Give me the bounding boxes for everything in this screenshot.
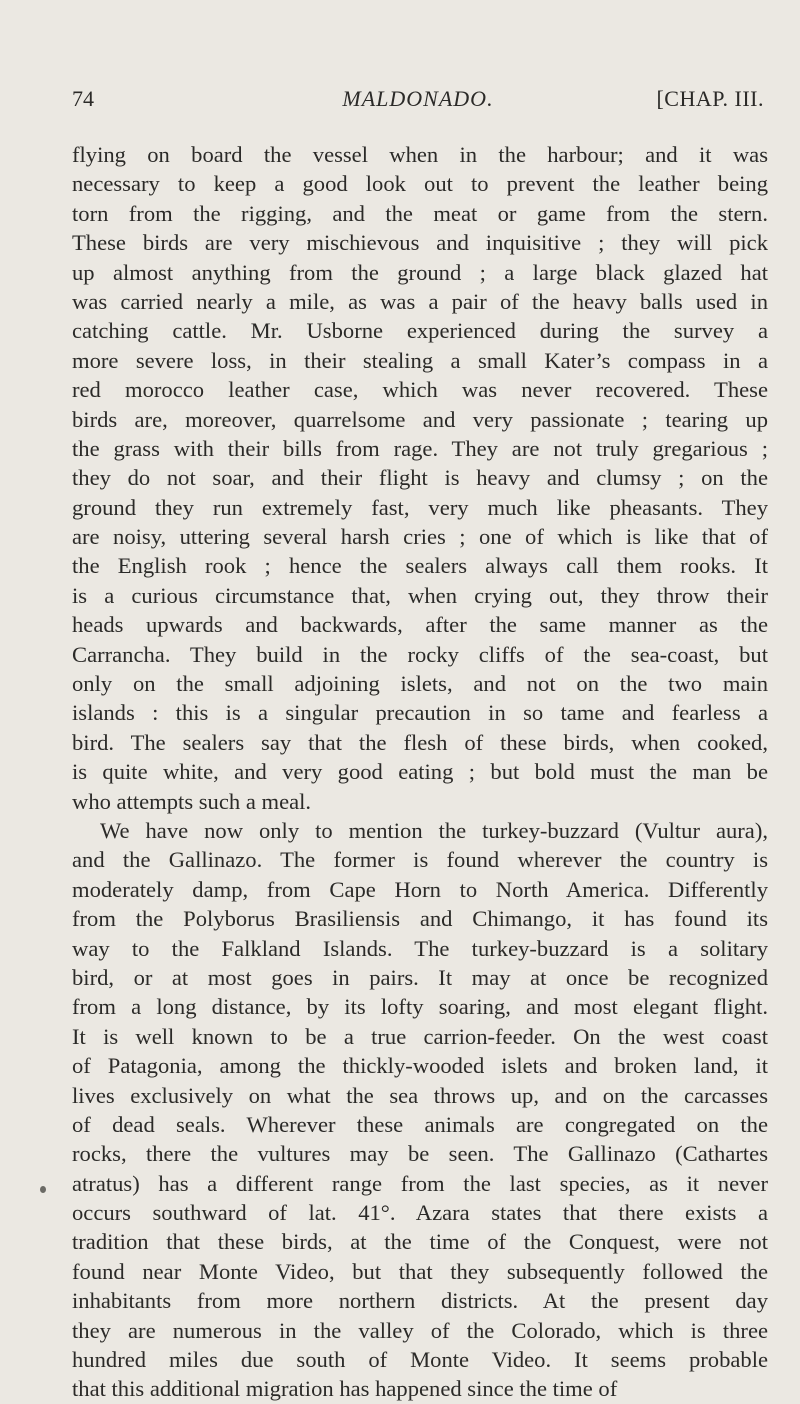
text-line: necessary to keep a good look out to prevent the leather being: [72, 171, 768, 197]
text-line: the grass with their bills from rage. They are not truly gregarious ;: [72, 435, 768, 461]
text-line: ground they run extremely fast, very much like pheasants. They: [72, 494, 768, 520]
text-line: flying on board the vessel when in the harbour; and it was: [72, 142, 768, 167]
text-line: moderately damp, from Cape Horn to North America. Differently: [72, 876, 768, 902]
text-line: who attempts such a meal.: [72, 788, 312, 814]
text-line: inhabitants from more northern districts. At the present day: [72, 1288, 768, 1314]
text-line: way to the Falkland Islands. The turkey-buzzard is a solitary: [72, 935, 768, 961]
text-line: of Patagonia, among the thickly-wooded islets and broken land, it: [72, 1053, 768, 1079]
text-line: they do not soar, and their flight is heavy and clumsy ; on the: [72, 465, 768, 491]
text-line: atratus) has a different range from the last species, as it never: [72, 1170, 768, 1196]
text-line: are noisy, uttering several harsh cries ; one of which is like that of: [72, 524, 768, 550]
text-line: hundred miles due south of Monte Video. It seems probable: [72, 1347, 768, 1373]
running-title: MALDONADO.: [342, 86, 494, 111]
chapter-label: [CHAP. III.: [656, 86, 764, 111]
text-line: occurs southward of lat. 41°. Azara states that there exists a: [72, 1200, 768, 1226]
text-line: up almost anything from the ground ; a large black glazed hat: [72, 259, 768, 285]
text-line: of dead seals. Wherever these animals are congregated on the: [72, 1111, 768, 1137]
text-line: lives exclusively on what the sea throws up, and on the carcasses: [72, 1082, 768, 1108]
text-line: from the Polyborus Brasiliensis and Chimango, it has found its: [72, 906, 768, 932]
text-line: birds are, moreover, quarrelsome and very passionate ; tearing up: [72, 406, 768, 432]
text-line: the English rook ; hence the sealers always call them rooks. It: [72, 553, 768, 579]
text-line: islands : this is a singular precaution in so tame and fearless a: [72, 700, 768, 726]
text-line: more severe loss, in their stealing a small Kater’s compass in a: [72, 347, 768, 373]
text-line: is a curious circumstance that, when crying out, they throw their: [72, 582, 768, 608]
text-line: and the Gallinazo. The former is found wherever the country is: [72, 847, 768, 873]
text-line: These birds are very mischievous and inquisitive ; they will pick: [72, 230, 768, 256]
text-line: from a long distance, by its lofty soaring, and most elegant flight.: [72, 994, 768, 1020]
text-line: torn from the rigging, and the meat or game from the stern.: [72, 200, 768, 226]
text-line: catching cattle. Mr. Usborne experienced during the survey a: [72, 318, 768, 344]
text-line: red morocco leather case, which was never recovered. These: [72, 377, 768, 403]
text-line: It is well known to be a true carrion-feeder. On the west coast: [72, 1023, 768, 1049]
page-header: [72, 82, 764, 116]
text-line: is quite white, and very good eating ; but bold must the man be: [72, 759, 768, 785]
ink-speck: [40, 1186, 46, 1193]
text-line: Carrancha. They build in the rocky cliffs of the sea-coast, but: [72, 641, 768, 667]
text-line: tradition that these birds, at the time of the Conquest, were not: [72, 1229, 768, 1255]
text-line: bird, or at most goes in pairs. It may at once be recognized: [72, 964, 768, 990]
body-text: [72, 140, 768, 1404]
text-line: heads upwards and backwards, after the same manner as the: [72, 612, 768, 638]
text-line: was carried nearly a mile, as was a pair of the heavy balls used in: [72, 288, 768, 314]
text-line: We have now only to mention the turkey-buzzard (Vultur aura),: [100, 817, 768, 843]
page-number: 74: [72, 86, 94, 111]
text-line: only on the small adjoining islets, and not on the two main: [72, 671, 768, 697]
text-line: rocks, there the vultures may be seen. The Gallinazo (Cathartes: [72, 1141, 768, 1167]
text-line: that this additional migration has happened since the time of: [72, 1376, 618, 1402]
text-line: found near Monte Video, but that they subsequently followed the: [72, 1258, 768, 1284]
text-line: bird. The sealers say that the flesh of these birds, when cooked,: [72, 729, 768, 755]
text-line: they are numerous in the valley of the Colorado, which is three: [72, 1317, 768, 1343]
